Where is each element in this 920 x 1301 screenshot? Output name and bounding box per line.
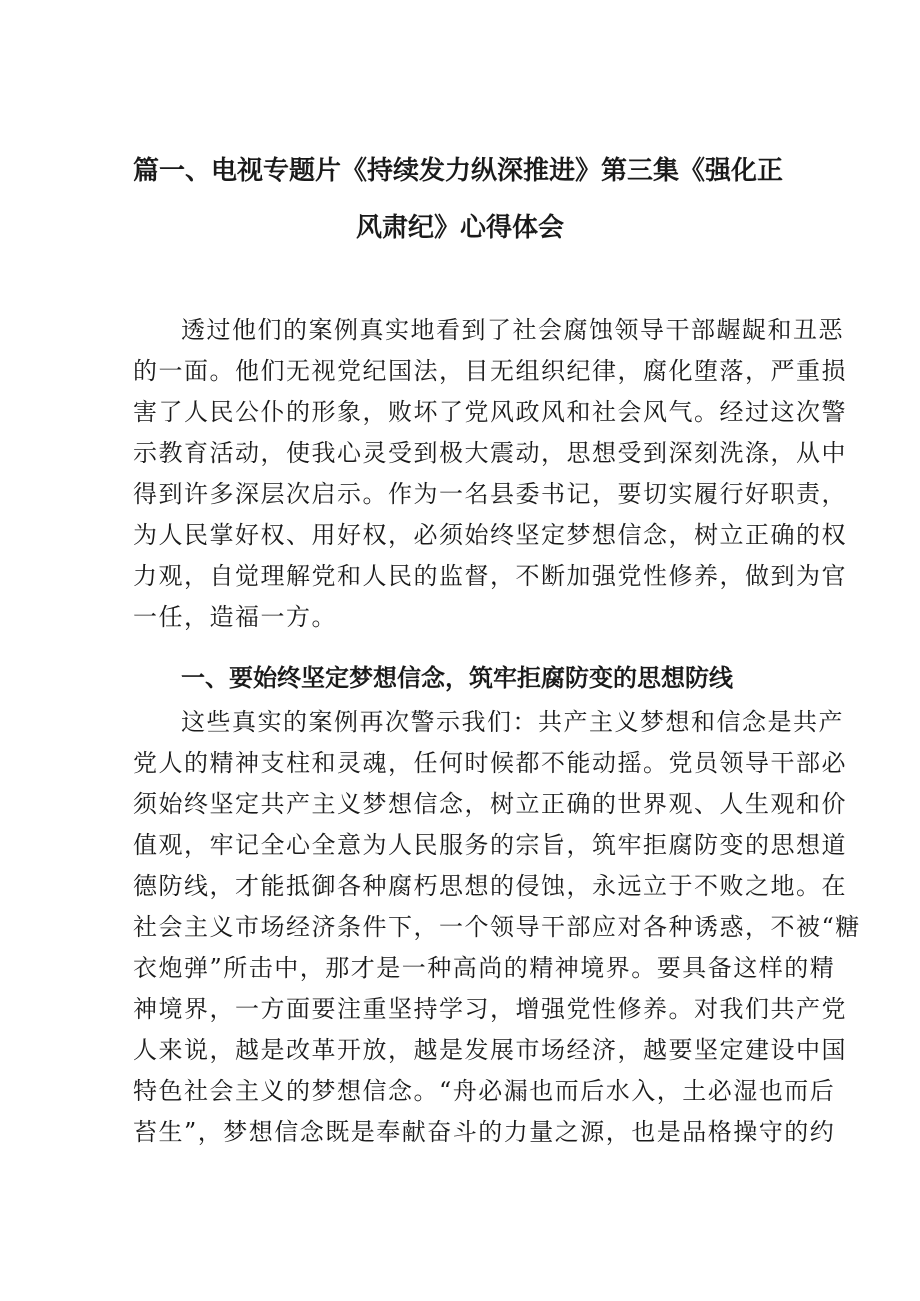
paragraph-1-line: 害了人民公仆的形象，败坏了党风政风和社会风气。经过这次警 (133, 398, 847, 426)
paragraph-1-line: 为人民掌好权、用好权，必须始终坚定梦想信念，树立正确的权 (133, 521, 847, 549)
paragraph-1-line: 透过他们的案例真实地看到了社会腐蚀领导干部龌龊和丑恶 (181, 316, 844, 344)
paragraph-1 (133, 310, 847, 638)
document-title-line-1: 篇一、电视专题片《持续发力纵深推进》第三集《强化正 (133, 156, 784, 186)
paragraph-2-line: 衣炮弹”所击中，那才是一种高尚的精神境界。要具备这样的精 (133, 954, 836, 982)
paragraph-2-line: 特色社会主义的梦想信念。“舟必漏也而后水入，土必湿也而后 (133, 1077, 836, 1105)
paragraph-2-line: 值观，牢记全心全意为人民服务的宗旨，筑牢拒腐防变的思想道 (133, 831, 847, 859)
paragraph-1-line: 一任，造福一方。 (133, 603, 337, 631)
paragraph-2 (133, 702, 861, 1153)
paragraph-2-line: 社会主义市场经济条件下，一个领导干部应对各种诱惑，不被“糖 (133, 913, 861, 941)
paragraph-2-line: 须始终坚定共产主义梦想信念，树立正确的世界观、人生观和价 (133, 790, 847, 818)
paragraph-1-line: 得到许多深层次启示。作为一名县委书记，要切实履行好职责， (133, 480, 847, 508)
document-title-line-2: 风肃纪》心得体会 (355, 213, 564, 243)
section-heading-1: 一、要始终坚定梦想信念，筑牢拒腐防变的思想防线 (181, 664, 733, 692)
paragraph-1-line: 力观，自觉理解党和人民的监督，不断加强党性修养，做到为官 (133, 562, 847, 590)
paragraph-1-line: 示教育活动，使我心灵受到极大震动，思想受到深刻洗涤，从中 (133, 439, 847, 467)
paragraph-1-line: 的一面。他们无视党纪国法，目无组织纪律，腐化堕落，严重损 (133, 357, 847, 385)
paragraph-2-line: 党人的精神支柱和灵魂，任何时候都不能动摇。党员领导干部必 (133, 749, 847, 777)
paragraph-2-line: 人来说，越是改革开放，越是发展市场经济，越要坚定建设中国 (133, 1036, 847, 1064)
paragraph-2-line: 德防线，才能抵御各种腐朽思想的侵蚀，永远立于不败之地。在 (133, 872, 847, 900)
paragraph-2-line: 苔生”，梦想信念既是奉献奋斗的力量之源，也是品格操守的约 (133, 1118, 836, 1146)
paragraph-2-line: 神境界，一方面要注重坚持学习，增强党性修养。对我们共产党 (133, 995, 847, 1023)
paragraph-2-line: 这些真实的案例再次警示我们：共产主义梦想和信念是共产 (181, 708, 844, 736)
